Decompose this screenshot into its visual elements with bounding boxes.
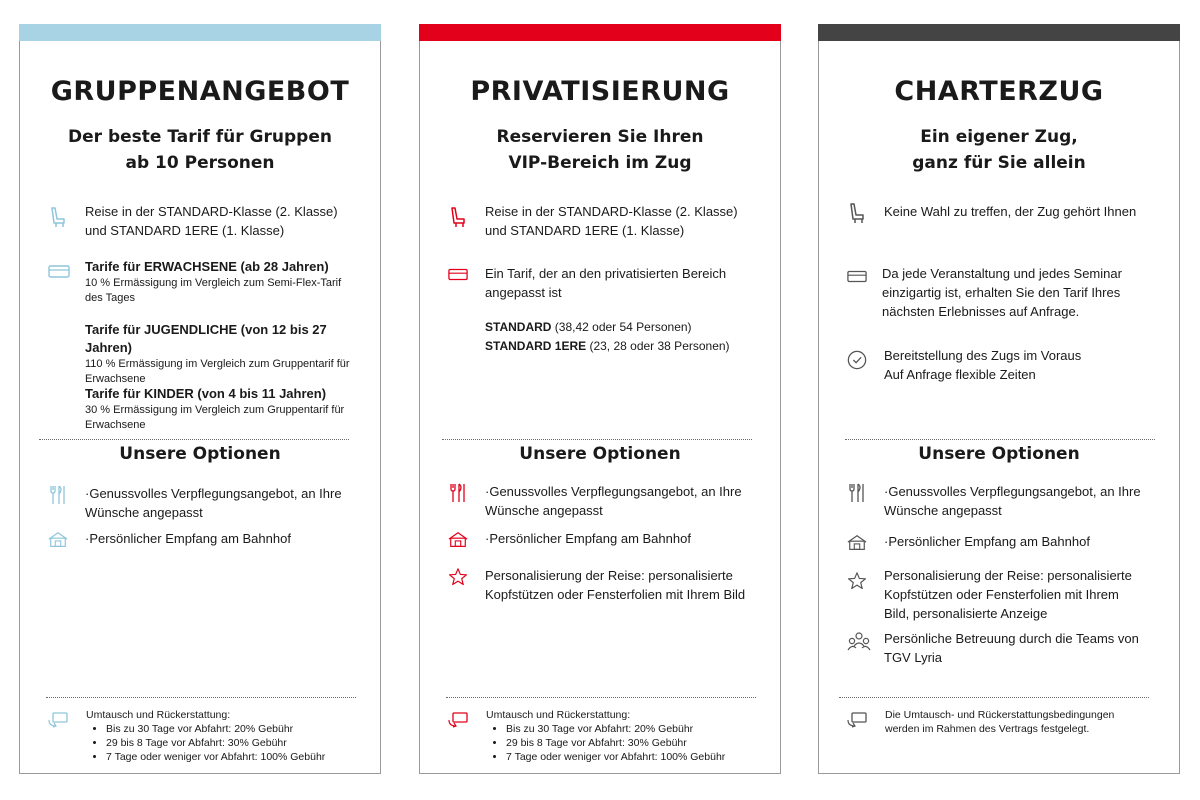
- standard-capacities: STANDARD (38,42 oder 54 Personen) STANDARD 1ERE (23, 28 oder 38 Personen): [485, 320, 730, 353]
- divider: [39, 439, 349, 440]
- feature-schedule: Bereitstellung des Zugs im Voraus Auf Anfrage flexible Zeiten: [847, 346, 1171, 384]
- option-catering: ·Genussvolles Verpflegungsangebot, an Ihre Wünsche angepasst: [448, 482, 772, 520]
- feature-seat: Keine Wahl zu treffen, der Zug gehört Ihnen: [847, 202, 1171, 221]
- feature-seat: Reise in der STANDARD-Klasse (2. Klasse) und STANDARD 1ERE (1. Klasse): [448, 202, 772, 240]
- option-team-support: Persönliche Betreuung durch die Teams von TGV Lyria: [847, 629, 1171, 667]
- exchange-icon: [448, 710, 470, 728]
- divider: [442, 439, 752, 440]
- station-icon: [448, 529, 468, 551]
- seat-icon: [847, 202, 867, 224]
- star-icon: [847, 570, 867, 592]
- star-icon: [448, 566, 468, 588]
- option-catering: ·Genussvolles Verpflegungsangebot, an Ihre Wünsche angepasst: [847, 482, 1171, 520]
- card-accent-bar: [419, 24, 781, 41]
- clock-check-icon: [847, 349, 867, 371]
- seat-icon: [448, 206, 468, 228]
- divider: [46, 697, 356, 698]
- ticket-icon: [847, 266, 867, 288]
- station-icon: [847, 532, 867, 554]
- tariff-children: Tarife für KINDER (von 4 bis 11 Jahren) 30 % Ermässigung im Vergleich zum Gruppentarif für Erwachsene: [85, 386, 345, 431]
- card-group-offer: [19, 24, 381, 774]
- feature-tariff: Ein Tarif, der an den privatisierten Bereich angepasst ist: [448, 264, 772, 302]
- card-accent-bar: [818, 24, 1180, 41]
- refund-list: • Bis zu 30 Tage vor Abfahrt: 20% Gebühr • 29 bis 8 Tage vor Abfahrt: 30% Gebühr • 7 Tage oder weniger vor Abfahrt: 100% Gebühr: [486, 722, 776, 764]
- divider: [845, 439, 1155, 440]
- ticket-icon: [448, 264, 468, 286]
- divider: [839, 697, 1149, 698]
- card-accent-bar: [19, 24, 381, 41]
- options-title: Unsere Optionen: [519, 444, 681, 464]
- exchange-icon: [847, 710, 869, 728]
- feature-tariff: Da jede Veranstaltung und jedes Seminar einzigartig ist, erhalten Sie den Tarif Ihres nächsten Erlebnisses auf Anfrage.: [847, 264, 1171, 321]
- refund-list: • Bis zu 30 Tage vor Abfahrt: 20% Gebühr • 29 bis 8 Tage vor Abfahrt: 30% Gebühr • 7 Tage oder weniger vor Abfahrt: 100% Gebühr: [86, 722, 376, 764]
- refund-conditions: Umtausch und Rückerstattung: • Bis zu 30 Tage vor Abfahrt: 20% Gebühr • 29 bis 8 Tage vor Abfahrt: 30% Gebühr • 7 Tage oder weniger vor Abfahrt: 100% Gebühr: [448, 708, 776, 764]
- option-welcome: ·Persönlicher Empfang am Bahnhof: [448, 529, 772, 548]
- card-title: GRUPPENANGEBOT: [50, 76, 350, 107]
- option-personalization: Personalisierung der Reise: personalisierte Kopfstützen oder Fensterfolien mit Ihrem Bild, personalisierte Anzeige: [847, 566, 1171, 623]
- card-subtitle: Reservieren Sie Ihren VIP-Bereich im Zug: [496, 127, 704, 173]
- option-catering: ·Genussvolles Verpflegungsangebot, an Ihre Wünsche angepasst: [48, 484, 372, 522]
- option-personalization: Personalisierung der Reise: personalisierte Kopfstützen oder Fensterfolien mit Ihrem Bild: [448, 566, 772, 604]
- seat-icon: [48, 206, 68, 228]
- cutlery-icon: [448, 482, 468, 504]
- card-subtitle: Der beste Tarif für Gruppen ab 10 Personen: [68, 127, 332, 173]
- card-title: CHARTERZUG: [894, 76, 1104, 107]
- option-welcome: ·Persönlicher Empfang am Bahnhof: [48, 529, 372, 548]
- tariff-adults: Tarife für ERWACHSENE (ab 28 Jahren) 10 % Ermässigung im Vergleich zum Semi-Flex-Tarif des Tages: [85, 259, 342, 304]
- feature-seat: Reise in der STANDARD-Klasse (2. Klasse) und STANDARD 1ERE (1. Klasse): [48, 202, 372, 240]
- refund-conditions: Die Umtausch- und Rückerstattungsbedingungen werden im Rahmen des Vertrags festgelegt.: [847, 708, 1175, 736]
- divider: [446, 697, 756, 698]
- card-charter-train: [818, 24, 1180, 774]
- exchange-icon: [48, 710, 70, 728]
- cutlery-icon: [847, 482, 867, 504]
- team-icon: [847, 631, 871, 653]
- card-subtitle: Ein eigener Zug, ganz für Sie allein: [912, 127, 1086, 173]
- cutlery-icon: [48, 484, 68, 506]
- refund-conditions: Umtausch und Rückerstattung: • Bis zu 30 Tage vor Abfahrt: 20% Gebühr • 29 bis 8 Tage vor Abfahrt: 30% Gebühr • 7 Tage oder weniger vor Abfahrt: 100% Gebühr: [48, 708, 376, 764]
- card-title: PRIVATISIERUNG: [470, 76, 730, 107]
- options-title: Unsere Optionen: [918, 444, 1080, 464]
- card-privatization: [419, 24, 781, 774]
- tariff-youth: Tarife für JUGENDLICHE (von 12 bis 27 Jahren) 110 % Ermässigung im Vergleich zum Gruppentarif für Erwachsene: [85, 322, 350, 385]
- option-welcome: ·Persönlicher Empfang am Bahnhof: [847, 532, 1171, 551]
- ticket-icon: [48, 264, 70, 280]
- station-icon: [48, 529, 68, 551]
- options-title: Unsere Optionen: [119, 444, 281, 464]
